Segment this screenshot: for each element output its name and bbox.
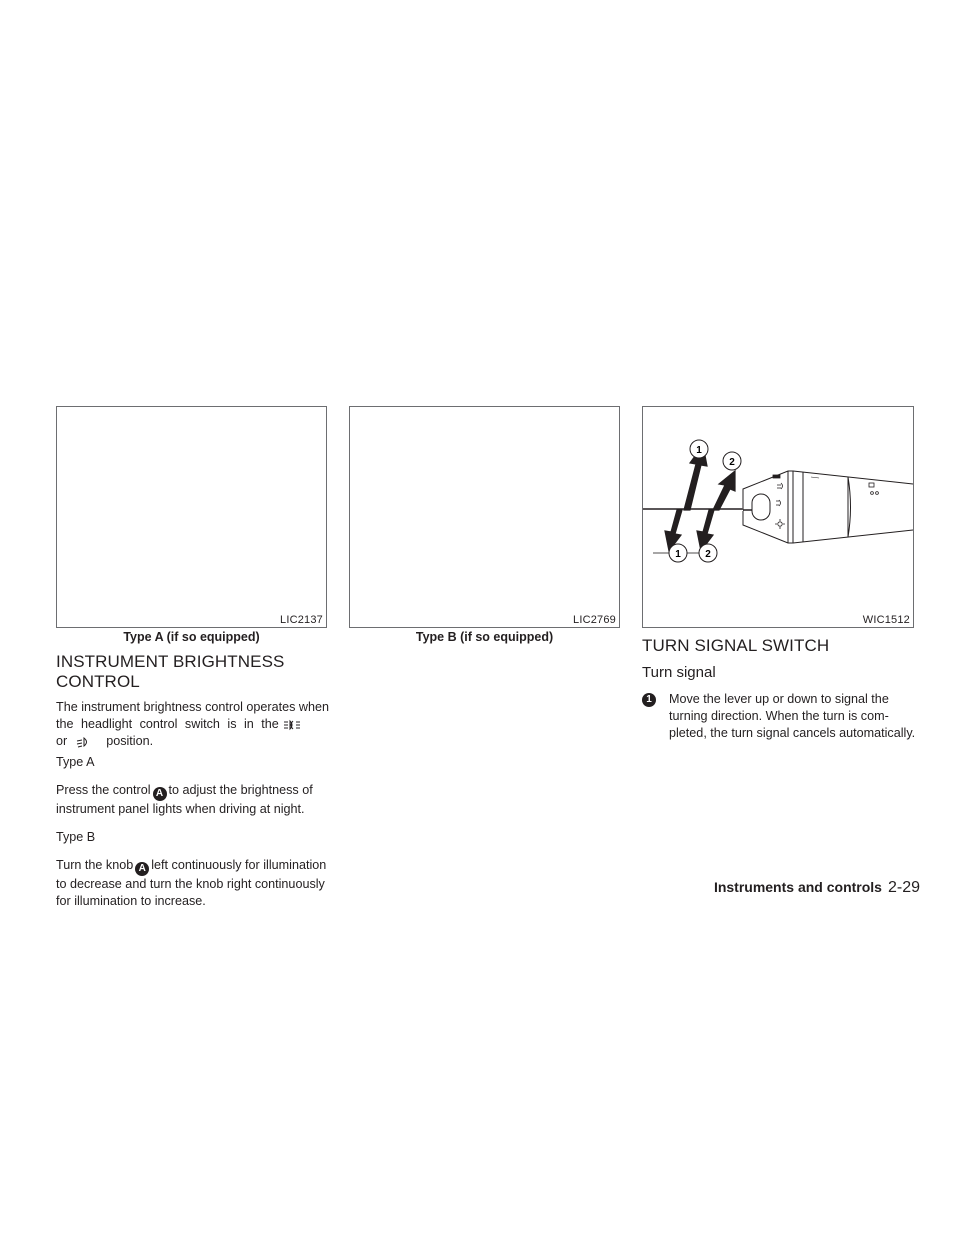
figure-code: LIC2769 [573,614,616,626]
intro-text-1: The instrument brightness control operates when [56,700,330,714]
left-column [56,652,331,910]
lever-body [643,471,913,543]
label-2-down: 2 [705,549,711,560]
intro-or: or [56,734,68,748]
side-light-icon [282,719,302,731]
right-column [642,636,917,742]
heading-line-2: CONTROL [56,672,140,691]
figure-type-b [349,406,620,628]
item-line-3: pleted, the turn signal cancels automatically. [669,726,916,740]
label-1-down: 1 [675,549,681,560]
type-a-text-3: instrument panel lights when driving at night. [56,802,305,816]
section-heading-instrument-brightness [56,652,331,692]
type-b-text-1: Turn the knob [56,858,134,872]
type-a-label: Type A [56,755,95,769]
section-heading-turn-signal-switch: TURN SIGNAL SWITCH [642,636,830,655]
item-line-2: turning direction. When the turn is com- [669,709,889,723]
type-b-text-4: for illumination to increase. [56,894,206,908]
figure-turn-signal [642,406,914,628]
item-line-1: Move the lever up or down to signal the [669,692,889,706]
type-b-text-3: to decrease and turn the knob right continuously [56,877,325,891]
intro-text-2: the headlight control switch is in the [56,717,279,731]
page-number: 2-29 [887,879,920,896]
item-marker-1: 1 [642,693,656,707]
footer-section-title: Instruments and controls [713,879,882,895]
type-a-text-2: to adjust the brightness of [168,783,313,797]
type-b-label: Type B [56,830,96,844]
figure-caption-type-a: Type A (if so equipped) [123,630,260,644]
knob-a-marker: A [135,862,149,876]
heading-line-1: INSTRUMENT BRIGHTNESS [56,652,285,671]
headlight-icon [75,736,93,748]
subheading-turn-signal: Turn signal [642,664,716,681]
figure-type-a [56,406,327,628]
turn-signal-lever-illustration [643,407,913,627]
turn-signal-item [642,691,917,742]
type-a-paragraph [56,782,331,818]
figure-caption-type-b: Type B (if so equipped) [415,630,554,644]
page-footer [700,879,920,897]
figure-code: LIC2137 [280,614,323,626]
type-a-text-1: Press the control [56,783,151,797]
type-b-text-2: left continuously for illumination [151,858,327,872]
turn-signal-text [669,691,917,742]
intro-position: position. [106,734,154,748]
label-2-up: 2 [729,457,735,468]
control-a-marker: A [153,787,167,801]
figure-code: WIC1512 [862,614,910,626]
intro-paragraph [56,699,331,750]
type-b-paragraph [56,857,331,910]
label-1-up: 1 [696,445,702,456]
